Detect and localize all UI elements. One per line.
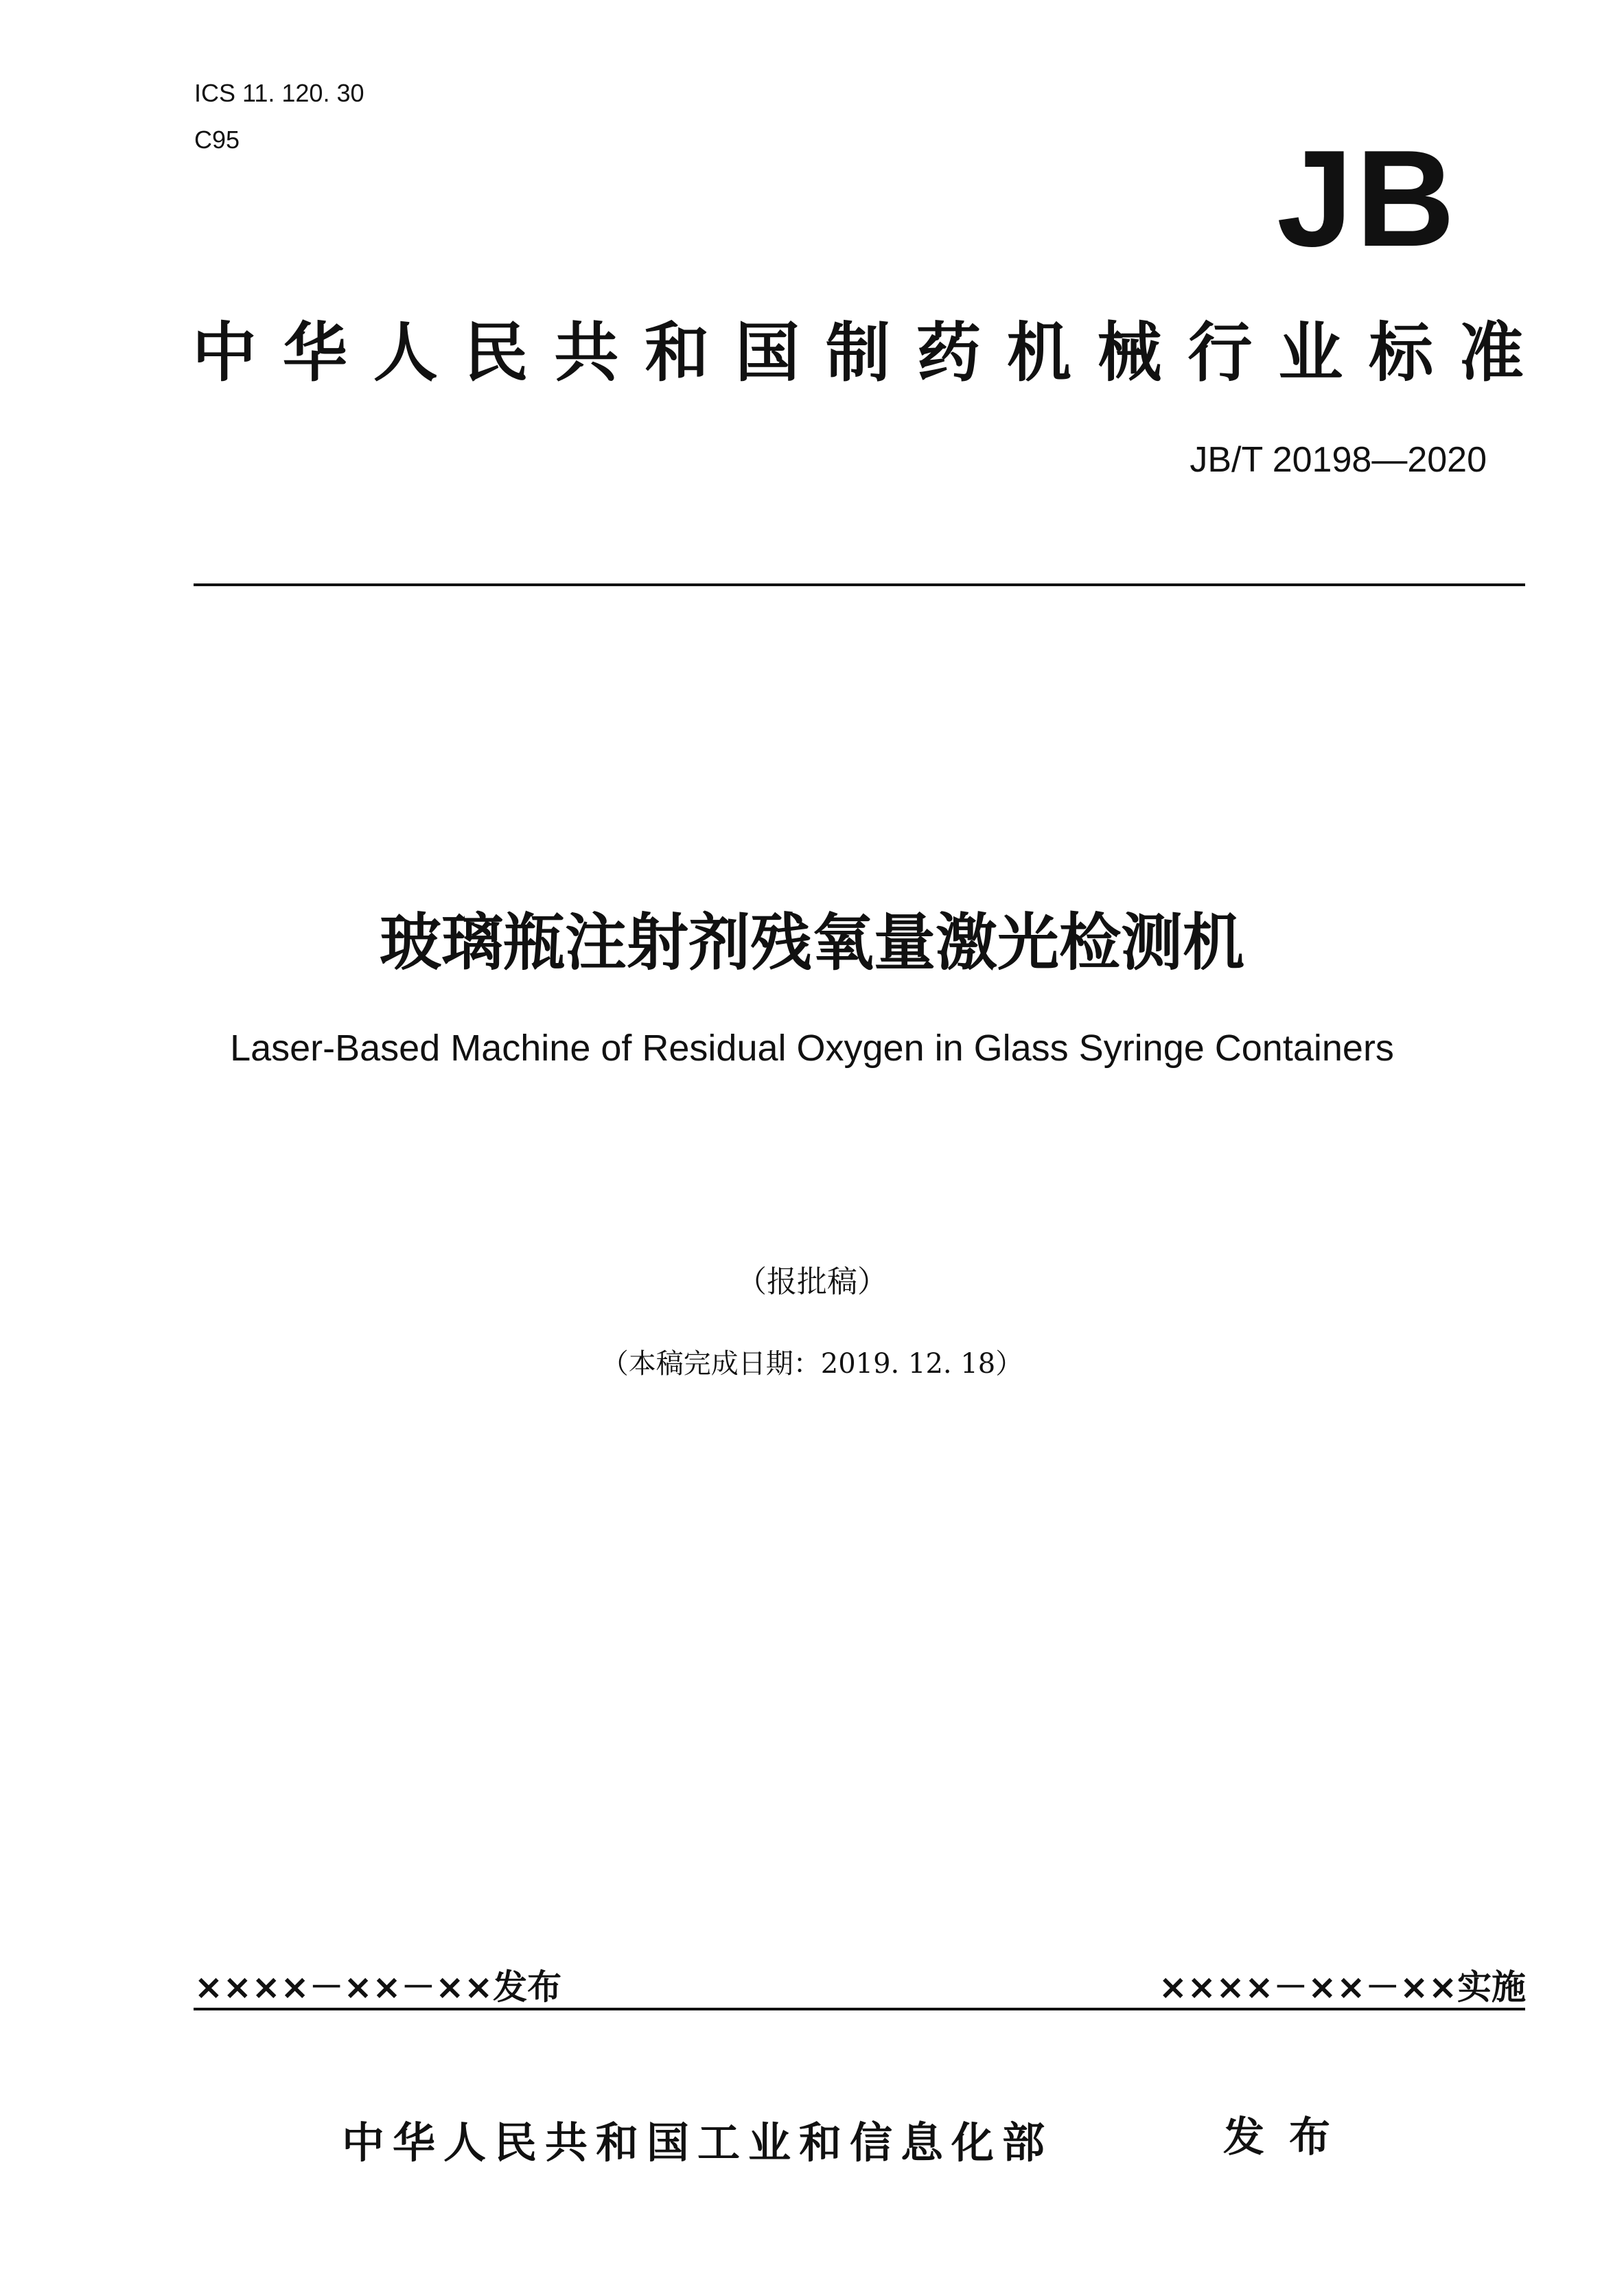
- standard-number: JB/T 20198—2020: [1190, 440, 1487, 480]
- release-date: ××××－××－××发布: [194, 1967, 562, 2007]
- document-title-english: Laser-Based Machine of Residual Oxygen in Glass Syringe Containers: [230, 1028, 1394, 1069]
- issuing-authority: 中华人民共和国工业和信息化部: [342, 2118, 1054, 2168]
- standard-category-title: 中华人民共和国制药机械行业标准: [192, 316, 1524, 391]
- document-title-chinese: 玻璃瓶注射剂残氧量激光检测机: [380, 907, 1244, 979]
- ics-code: ICS 11. 120. 30: [194, 79, 364, 107]
- top-divider: [194, 583, 1525, 586]
- issue-label: 发布: [1223, 2113, 1355, 2161]
- jb-logo: JB: [1277, 122, 1458, 275]
- effective-date: ××××－××－××实施: [1158, 1967, 1526, 2007]
- ccs-code: C95: [194, 126, 240, 154]
- draft-completion-date: （本稿完成日期：2019. 12. 18）: [601, 1348, 1023, 1380]
- bottom-divider: [194, 2008, 1525, 2010]
- draft-status: （报批稿）: [736, 1264, 888, 1299]
